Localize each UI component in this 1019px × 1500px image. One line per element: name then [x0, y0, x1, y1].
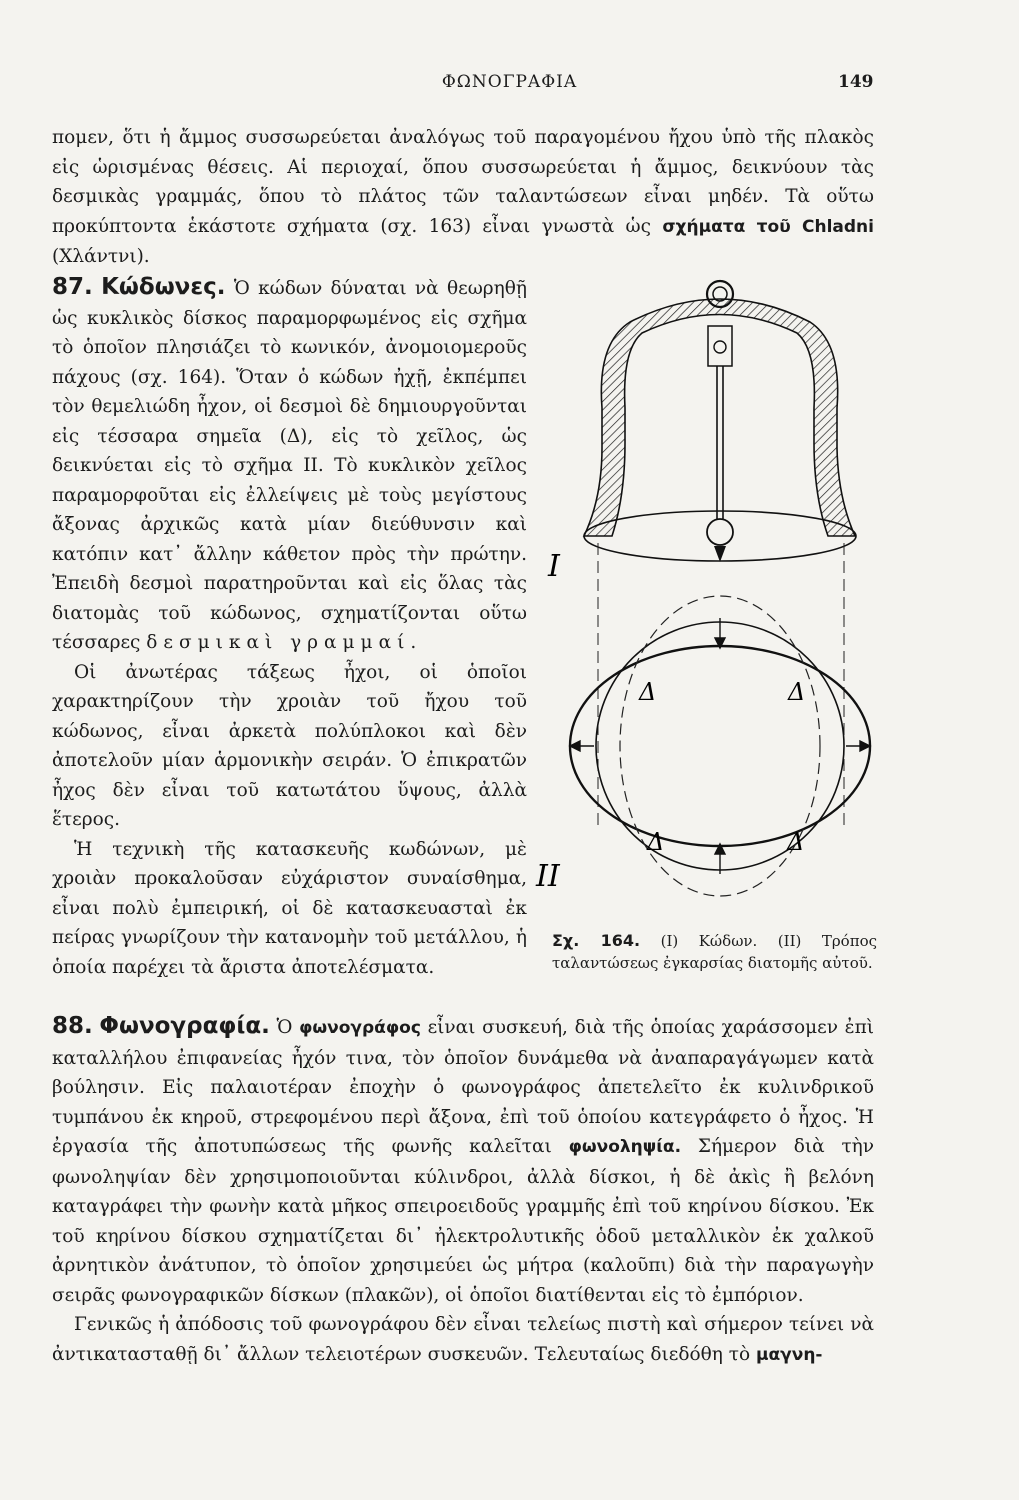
section-88-text-4: Γενικῶς ἡ ἀπόδοσις τοῦ φωνογράφου δὲν εἶναι τελείως πιστὴ καὶ σήμερον τείνει νὰ ἀντικατασταθῇ δι᾽ ἄλλων τελειοτέρων συσκευῶν. Τελευταίως διεδόθη τὸ	[52, 1314, 874, 1365]
deformed-ellipse-horizontal	[570, 646, 870, 846]
node-label-bottom-left: Δ	[647, 828, 665, 856]
node-label-top-right: Δ	[788, 678, 806, 706]
intro-text-end: (Χλάντνι).	[52, 246, 150, 267]
section-88-text-2: εἶναι συσκευή, διὰ τῆς ὁποίας χαράσσομεν ἐπὶ καταλλήλου ἐπιφανείας ἦχόν τινα, τὸν ὁποῖον δυνάμεθα νὰ ἀναπαραγάγωμεν κατὰ βούλησιν. Εἰς παλαιοτέραν ἐποχὴν ὁ φωνογράφος ἀπετελεῖτο ἐκ κυλινδρικοῦ τυμπάνου ἐκ κηροῦ, στρεφομένου περὶ ἄξονα, ἐπὶ τοῦ ὁποίου κατεγράφετο ὁ ἦχος. Ἡ ἐργασία τῆς ἀποτυπώσεως τῆς φωνῆς καλεῖται	[52, 1017, 875, 1157]
nodal-lines-term: δεσμικαὶ γραμμαί.	[146, 632, 423, 653]
section-88	[52, 1012, 874, 1370]
displacement-arrows	[570, 618, 870, 874]
section-88-text-1: Ὁ	[269, 1017, 300, 1038]
section-88-title: Φωνογραφία.	[99, 1013, 270, 1039]
magnetophone-term-start: μαγνη-	[755, 1344, 823, 1365]
node-label-bottom-right: Δ	[787, 828, 805, 856]
page-number: 149	[838, 72, 874, 92]
section-87-paragraph-1	[52, 273, 527, 658]
section-88-paragraph-2	[52, 1310, 874, 1370]
phonograph-term: φωνογράφος	[299, 1018, 421, 1038]
bell-body	[584, 299, 855, 536]
node-label-top-left: Δ	[639, 678, 657, 706]
section-87-paragraph-3: Ἡ τεχνικὴ τῆς κατασκευῆς κωδώνων, μὲ χροιὰν προκαλοῦσαν εὐχάριστον συναίσθημα, εἶναι πολὺ ἐμπειρική, οἱ δὲ κατασκευασταὶ ἐκ πείρας γνωρίζουν τὴν κατανομὴν τοῦ μετάλλου, ἡ ὁποία παρέχει τὰ ἄριστα ἀποτελέσματα.	[52, 838, 527, 978]
phonolepsia-term: φωνοληψία.	[568, 1137, 682, 1157]
section-87-number: 87.	[52, 274, 93, 300]
figure-label-II: II	[536, 859, 560, 894]
caption-text: (I) Κώδων. (II) Τρόπος ταλαντώσεως ἐγκαρσίας διατομῆς αὐτοῦ.	[552, 932, 877, 972]
rim-section-circle	[596, 622, 844, 870]
bell-figure	[532, 268, 887, 903]
section-87-paragraph-2: Οἱ ἀνωτέρας τάξεως ἦχοι, οἱ ὁποῖοι χαρακτηρίζουν τὴν χροιὰν τοῦ ἤχου τοῦ κώδωνος, εἶναι ἀρκετὰ πολύπλοκοι καὶ δὲν ἀποτελοῦν μίαν ἁρμονικὴν σειράν. Ὁ ἐπικρατῶν ἦχος δὲν εἶναι τοῦ κατωτάτου ὕψους, ἀλλὰ ἕτερος.	[52, 661, 527, 830]
section-87-text: Ὁ κώδων δύναται νὰ θεωρηθῇ ὡς κυκλικὸς δίσκος παραμορφωμένος εἰς σχῆμα τὸ ὁποῖον πλησιάζει τὸ κωνικόν, ἀνομοιομεροῦς πάχους (σχ. 164). Ὅταν ὁ κώδων ἠχῇ, ἐκπέμπει τὸν θεμελιώδη ἦχον, οἱ δεσμοὶ δὲ δημιουργοῦνται εἰς τέσσαρα σημεῖα (Δ), εἰς τὸ χεῖλος, ὡς δεικνύεται εἰς τὸ σχῆμα II. Τὸ κυκλικὸν χεῖλος παραμορφοῦται εἰς ἐλλείψεις μὲ τοὺς μεγίστους ἄξονας ἀρχικῶς κατὰ μίαν διεύθυνσιν καὶ κατόπιν κατ᾽ ἄλλην κάθετον πρὸς τὴν πρώτην. Ἐπειδὴ δεσμοὶ παρατηροῦνται καὶ εἰς ὅλας τὰς διατομὰς τοῦ κώδωνος, σχηματίζονται οὕτω τέσσαρες	[52, 278, 527, 653]
section-87	[52, 273, 527, 982]
caption-number: Σχ. 164.	[552, 931, 641, 950]
section-88-number: 88.	[52, 1013, 93, 1039]
clapper-ball	[707, 519, 733, 545]
intro-text: πομεν, ὅτι ἡ ἄμμος συσσωρεύεται ἀναλόγως τοῦ παραγομένου ἤχου ὑπὸ τῆς πλακὸς εἰς ὡρισμένας θέσεις. Αἱ περιοχαί, ὅπου συσσωρεύεται ἡ ἄμμος, δεικνύουν τὰς δεσμικὰς γραμμάς, ὅπου τὸ πλάτος τῶν ταλαντώσεων εἶναι μηδέν. Τὰ οὕτω προκύπτοντα ἑκάστοτε σχήματα (σχ. 163) εἶναι γνωστὰ ὡς	[52, 127, 874, 237]
section-88-paragraph-1	[52, 1012, 874, 1310]
running-header: ΦΩΝΟΓΡΑΦΙΑ	[441, 72, 578, 92]
section-87-title: Κώδωνες.	[101, 274, 226, 300]
figure-label-I: I	[548, 549, 560, 584]
section-88-text-3: Σήμερον διὰ τὴν φωνοληψίαν δὲν χρησιμοποιοῦνται κύλινδροι, ἀλλὰ δίσκοι, ἡ δὲ ἀκὶς ἢ βελόνη καταγράφει τὴν φωνὴν κατὰ μῆκος σπειροειδοῦς γραμμῆς ἐπὶ τοῦ κηρίνου δίσκου. Ἐκ τοῦ κηρίνου δίσκου σχηματίζεται δι᾽ ἠλεκτρολυτικῆς ὁδοῦ μεταλλικὸν ἐκ χαλκοῦ ἀρνητικὸν ἀνάτυπον, τὸ ὁποῖον χρησιμεύει ὡς μήτρα (καλοῦπι) διὰ τὴν παραγωγὴν σειρᾶς φωνογραφικῶν δίσκων (πλακῶν), οἱ ὁποῖοι διατίθενται εἰς τὸ ἐμπόριον.	[52, 1136, 875, 1306]
chladni-term: σχήματα τοῦ Chladni	[662, 216, 874, 237]
intro-paragraph	[52, 123, 874, 272]
figure-caption	[552, 930, 877, 974]
